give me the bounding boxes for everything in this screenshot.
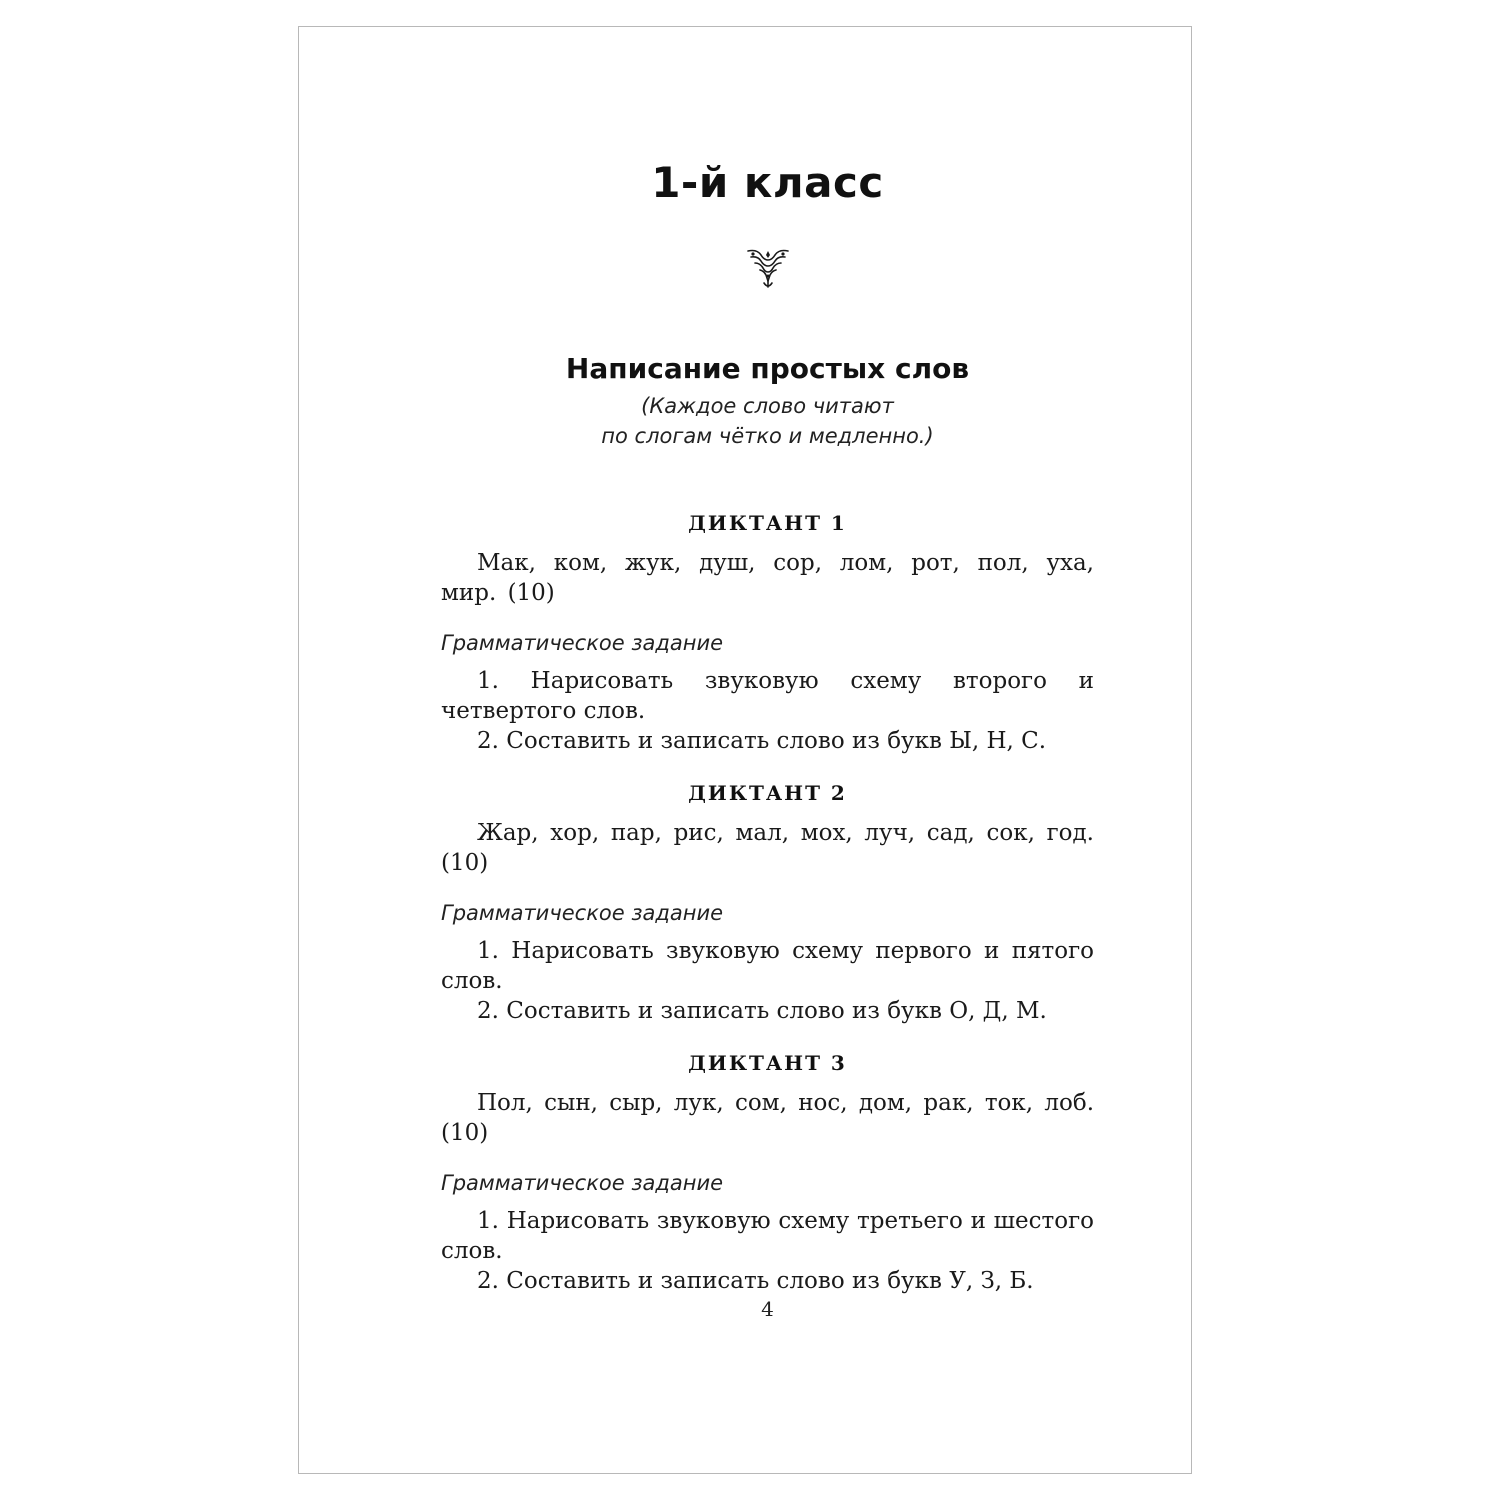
dictation-text: Жар, хор, пар, рис, мал, мох, луч, сад, сок, год. (10)	[441, 820, 1094, 876]
book-page	[298, 26, 1192, 1474]
dictation-heading: ДИКТАНТ 2	[688, 781, 847, 805]
dictation-heading: ДИКТАНТ 3	[688, 1051, 847, 1075]
dictation-heading: ДИКТАНТ 1	[688, 511, 847, 535]
task-item: 1. Нарисовать звуковую схему второго и четвертого слов.	[441, 668, 1094, 724]
task-label: Грамматическое задание	[441, 631, 724, 655]
task-item: 2. Составить и записать слово из букв О, Д, М.	[477, 998, 1047, 1024]
task-item: 1. Нарисовать звуковую схему третьего и шестого слов.	[441, 1208, 1094, 1264]
task-label: Грамматическое задание	[441, 1171, 724, 1195]
dictation-block	[441, 508, 1094, 756]
section-title: Написание простых слов	[565, 352, 970, 385]
section-note	[441, 391, 1094, 451]
task-list	[441, 936, 1094, 1026]
task-item: 1. Нарисовать звуковую схему первого и пятого слов.	[441, 938, 1094, 994]
section-note-line: по слогам чётко и медленно.)	[601, 424, 934, 448]
task-list	[441, 666, 1094, 756]
page-number: 4	[761, 1297, 774, 1321]
dictation-text: Мак, ком, жук, душ, сор, лом, рот, пол, уха, мир. (10)	[441, 550, 1094, 606]
task-label: Грамматическое задание	[441, 901, 724, 925]
section-note-line: (Каждое слово читают	[641, 394, 894, 418]
chapter-title: 1-й класс	[651, 158, 884, 207]
task-item: 2. Составить и записать слово из букв Ы, Н, С.	[477, 728, 1047, 754]
task-list	[441, 1206, 1094, 1296]
floral-ornament-icon	[745, 245, 791, 291]
task-item: 2. Составить и записать слово из букв У, З, Б.	[477, 1268, 1034, 1294]
dictation-block	[441, 1048, 1094, 1296]
dictation-text: Пол, сын, сыр, лук, сом, нос, дом, рак, ток, лоб. (10)	[441, 1090, 1095, 1146]
dictation-block	[441, 778, 1094, 1026]
